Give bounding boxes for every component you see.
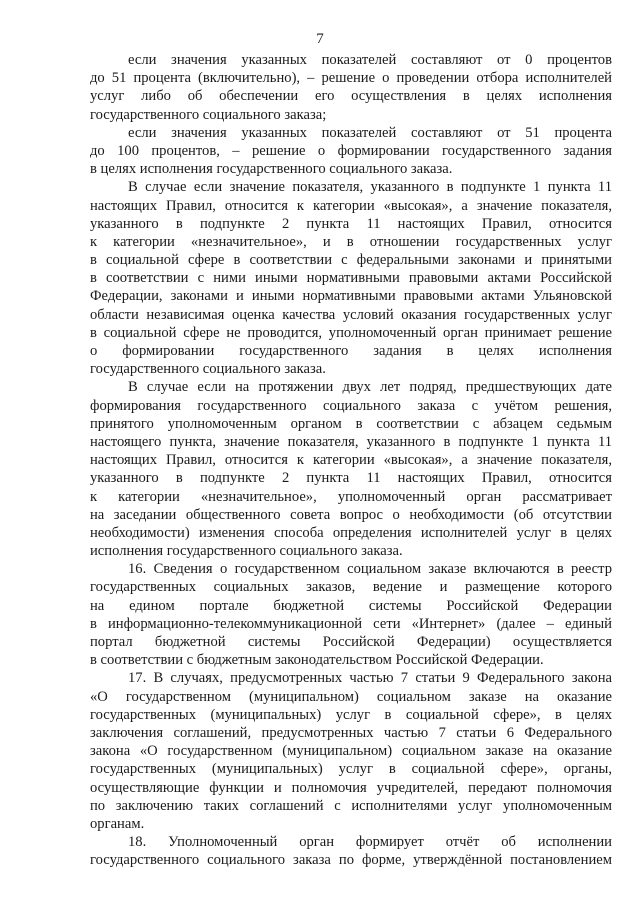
text-line: 16. Сведения о государственном социальном заказе включаются в реестр xyxy=(128,561,612,578)
text-line: принятого уполномоченным органом в соответствии с абзацем седьмым xyxy=(90,415,612,432)
text-line: к категории «незначительное», уполномоченный орган рассматривает xyxy=(90,488,612,505)
text-line: указанного в подпункте 2 пункта 11 настоящих Правил, относится xyxy=(90,215,612,232)
text-line: услуг либо об обеспечении его осуществления в целях исполнения xyxy=(90,88,612,105)
text-line: необходимости) изменения способа определения исполнителей услуг в целях xyxy=(90,524,612,541)
text-line: органам. xyxy=(90,815,145,832)
text-line: заключения соглашений, предусмотренных частью 7 статьи 6 Федерального xyxy=(90,724,612,741)
text-line: к категории «незначительное», и в отношении государственных услуг xyxy=(90,233,612,250)
text-line: в информационно-телекоммуникационной сети «Интернет» (далее – единый xyxy=(90,615,612,632)
text-line: указанного в подпункте 2 пункта 11 настоящих Правил, относится xyxy=(90,470,612,487)
text-line: 17. В случаях, предусмотренных частью 7 статьи 9 Федерального закона xyxy=(128,670,612,687)
text-line: на едином портале бюджетной системы Российской Федерации xyxy=(90,597,612,614)
text-line: В случае если значение показателя, указанного в подпункте 1 пункта 11 xyxy=(128,179,612,196)
text-line: до 100 процентов, – решение о формировании государственного задания xyxy=(90,142,612,159)
text-line: Федерации, законами и иными нормативными правовыми актами Ульяновской xyxy=(90,288,612,305)
text-line: области независимая оценка качества условий оказания государственных услуг xyxy=(90,306,612,323)
text-line: в социальной сфере не проводится, уполномоченный орган принимает решение xyxy=(90,324,612,341)
text-line: в целях исполнения государственного социального заказа. xyxy=(90,161,453,178)
text-line: в соответствии с бюджетным законодательством Российской Федерации. xyxy=(90,652,544,669)
text-line: если значения указанных показателей составляют от 0 процентов xyxy=(128,52,612,68)
text-line: исполнения государственного социального заказа. xyxy=(90,543,403,560)
text-line: государственных социальных заказов, ведение и размещение которого xyxy=(90,579,612,596)
text-line: В случае если на протяжении двух лет подряд, предшествующих дате xyxy=(128,379,612,396)
text-line: настоящих Правил, относится к категории «высокая», а значение показателя, xyxy=(90,197,612,214)
text-line: портал бюджетной системы Российской Федерации) осуществляется xyxy=(90,634,612,650)
text-line: государственного социального заказа. xyxy=(90,361,326,378)
text-line: формирования государственного социального заказа с учётом решения, xyxy=(90,397,612,414)
text-line: государственных (муниципальных) услуг в социальной сфере», органы, xyxy=(90,761,612,778)
page-number: 7 xyxy=(316,31,324,47)
text-line: если значения указанных показателей составляют от 51 процента xyxy=(128,124,612,141)
text-line: закона «О государственном (муниципальном) социальном заказе на оказание xyxy=(90,743,612,760)
text-line: государственного социального заказа по форме, утверждённой постановлением xyxy=(90,852,612,869)
text-line: осуществляющие функции и полномочия учредителей, передают полномочия xyxy=(90,779,612,796)
text-line: в соответствии с ними иными нормативными правовыми актами Российской xyxy=(90,270,612,287)
text-line: по заключению таких соглашений с исполнителями услуг уполномоченным xyxy=(90,797,612,814)
text-line: «О государственном (муниципальном) социальном заказе на оказание xyxy=(90,688,612,705)
text-line: 18. Уполномоченный орган формирует отчёт об исполнении xyxy=(128,834,612,851)
text-line: настоящего пункта, значение показателя, указанного в подпункте 1 пункта 11 xyxy=(90,433,612,450)
text-line: о формировании государственного задания в целях исполнения xyxy=(90,343,612,359)
text-line: на заседании общественного совета вопрос о необходимости (об отсутствии xyxy=(90,506,612,523)
text-line: настоящих Правил, относится к категории «высокая», а значение показателя, xyxy=(90,452,612,469)
text-line: государственного социального заказа; xyxy=(90,106,327,123)
text-line: до 51 процента (включительно), – решение о проведении отбора исполнителей xyxy=(90,70,612,87)
text-line: государственных (муниципальных) услуг в социальной сфере», в целях xyxy=(90,706,612,723)
document-body xyxy=(90,51,612,869)
text-line: в социальной сфере в соответствии с федеральными законами и принятыми xyxy=(90,252,612,269)
